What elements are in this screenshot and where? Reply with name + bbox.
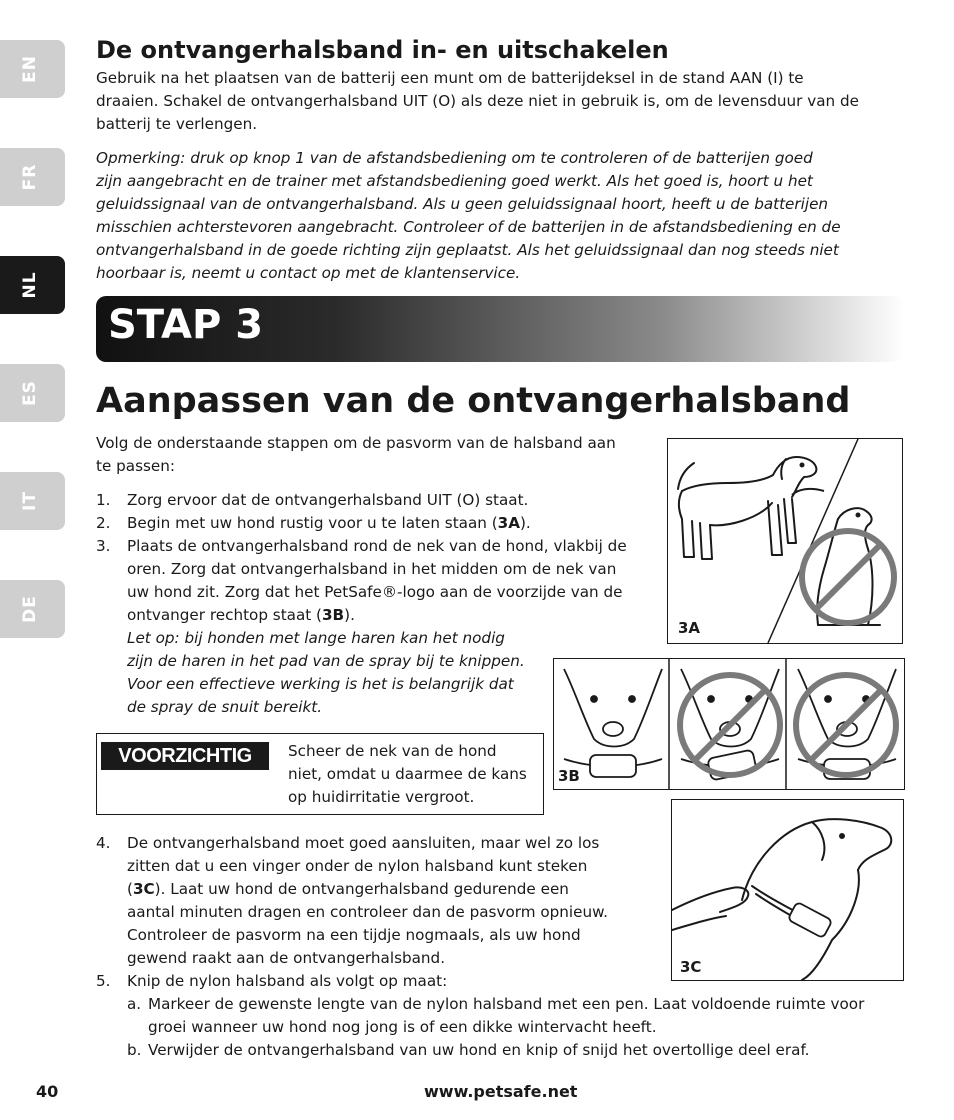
step-number: 5.: [96, 972, 111, 990]
section-heading-onoff: De ontvangerhalsband in- en uitschakelen: [96, 36, 669, 64]
text-line: [127, 604, 667, 627]
step-number: 2.: [96, 514, 111, 532]
lang-tab-label: FR: [20, 163, 40, 191]
text-line: Voor een effectieve werking is het is belangrijk dat: [127, 675, 514, 693]
lang-tab-de[interactable]: [0, 580, 65, 638]
caution-text: [288, 740, 538, 809]
lang-tab-en[interactable]: [0, 40, 65, 98]
step-text-part: ). Laat uw hond de ontvangerhalsband gedurende een: [154, 880, 569, 898]
text-line: Gebruik na het plaatsen van de batterij een munt om de batterijdeksel in de stand AAN (I) te: [96, 69, 804, 87]
text-line: gewend raakt aan de ontvangerhalsband.: [127, 949, 446, 967]
onoff-paragraph: [96, 67, 916, 136]
step-text-part: Begin met uw hond rustig voor u te laten staan (: [127, 514, 498, 532]
text-line: De ontvangerhalsband moet goed aansluiten, maar wel zo los: [127, 834, 600, 852]
lang-tab-label: ES: [20, 380, 40, 406]
step-text: [127, 832, 657, 970]
adjust-intro: [96, 432, 656, 478]
text-line: groei wanneer uw hond nog jong is of een dikke wintervacht heeft.: [148, 1018, 657, 1036]
text-line: Controleer de pasvorm na een tijdje nogmaals, als uw hond: [127, 926, 581, 944]
text-line: aantal minuten dragen en controleer dan de pasvorm opnieuw.: [127, 903, 608, 921]
figure-ref: 3C: [132, 880, 155, 898]
figure-3a: [667, 438, 903, 644]
step-text-part: ).: [520, 514, 531, 532]
substep-letter: a.: [127, 995, 142, 1013]
lang-tab-label: DE: [20, 595, 40, 623]
text-line: Opmerking: druk op knop 1 van de afstandsbediening om te controleren of de batterijen goed: [96, 149, 813, 167]
text-line: ontvangerhalsband in de goede richting zijn geplaatst. Als het geluidssignaal dan nog steeds niet: [96, 241, 839, 259]
step-number: 1.: [96, 491, 111, 509]
text-line: draaien. Schakel de ontvangerhalsband UIT (O) als deze niet in gebruik is, om de levensduur van de: [96, 92, 859, 110]
text-line: Let op: bij honden met lange haren kan het nodig: [127, 629, 505, 647]
figure-3c: [671, 799, 904, 981]
figure-3b: [553, 658, 905, 790]
dog-standing-illustration: [668, 439, 902, 643]
lang-tab-nl[interactable]: [0, 256, 65, 314]
lang-tab-es[interactable]: [0, 364, 65, 422]
figure-ref: 3A: [497, 514, 520, 532]
step-text: Knip de nylon halsband als volgt op maat:: [127, 972, 448, 990]
text-line: [127, 878, 657, 901]
text-line: zitten dat u een vinger onder de nylon halsband kunt steken: [127, 857, 588, 875]
text-line: oren. Zorg dat ontvangerhalsband in het midden om de nek van: [127, 560, 617, 578]
substep-letter: b.: [127, 1041, 142, 1059]
text-line: zijn aangebracht en de trainer met afstandsbediening goed werkt. Als het goed is, hoort u het: [96, 172, 813, 190]
substep-text: Verwijder de ontvangerhalsband van uw hond en knip of snijd het overtollige deel eraf.: [148, 1041, 810, 1059]
caution-box: [96, 733, 544, 815]
finger-fit-illustration: [672, 800, 903, 980]
lang-tab-it[interactable]: [0, 472, 65, 530]
text-line: op huidirritatie vergroot.: [288, 788, 475, 806]
text-line: te passen:: [96, 457, 175, 475]
step-banner: [96, 296, 904, 362]
step-text: [127, 512, 531, 535]
lang-tab-label: EN: [20, 55, 40, 83]
text-line: batterij te verlengen.: [96, 115, 258, 133]
text-line: uw hond zit. Zorg dat het PetSafe®-logo aan de voorzijde van de: [127, 583, 623, 601]
caution-label: VOORZICHTIG: [101, 742, 269, 770]
step-text-part: ).: [344, 606, 355, 624]
step-text-part: (: [127, 880, 133, 898]
collar-placement-illustration: [554, 659, 904, 789]
section-heading-adjust: Aanpassen van de ontvangerhalsband: [96, 381, 851, 421]
text-line: Scheer de nek van de hond: [288, 742, 497, 760]
onoff-note: [96, 147, 916, 285]
footer-url[interactable]: www.petsafe.net: [424, 1082, 578, 1101]
text-line: niet, omdat u daarmee de kans: [288, 765, 527, 783]
page-number: 40: [36, 1082, 59, 1101]
text-line: Volg de onderstaande stappen om de pasvorm van de halsband aan: [96, 434, 616, 452]
lang-tab-label: NL: [20, 271, 40, 299]
text-line: Markeer de gewenste lengte van de nylon halsband met een pen. Laat voldoende ruimte voor: [148, 995, 865, 1013]
text-line: zijn de haren in het pad van de spray bij te knippen.: [127, 652, 525, 670]
lang-tab-fr[interactable]: [0, 148, 65, 206]
figure-label: 3C: [680, 958, 702, 976]
text-line: hoorbaar is, neemt u contact op met de klantenservice.: [96, 264, 521, 282]
text-line: geluidssignaal van de ontvangerhalsband. Als u geen geluidssignaal hoort, heeft u de batterijen: [96, 195, 829, 213]
text-line: misschien achterstevoren aangebracht. Controleer of de batterijen in de afstandsbediening en de: [96, 218, 841, 236]
step-banner-label: STAP 3: [108, 302, 264, 348]
figure-ref: 3B: [321, 606, 345, 624]
figure-label: 3A: [678, 619, 701, 637]
substep-text: [148, 993, 918, 1039]
figure-label: 3B: [558, 767, 580, 785]
step-text: Zorg ervoor dat de ontvangerhalsband UIT (O) staat.: [127, 491, 529, 509]
step-number: 3.: [96, 537, 111, 555]
lang-tab-label: IT: [20, 491, 40, 511]
text-line: de spray de snuit bereikt.: [127, 698, 323, 716]
text-line: Plaats de ontvangerhalsband rond de nek van de hond, vlakbij de: [127, 537, 627, 555]
step-number: 4.: [96, 834, 111, 852]
step-text-part: ontvanger rechtop staat (: [127, 606, 322, 624]
